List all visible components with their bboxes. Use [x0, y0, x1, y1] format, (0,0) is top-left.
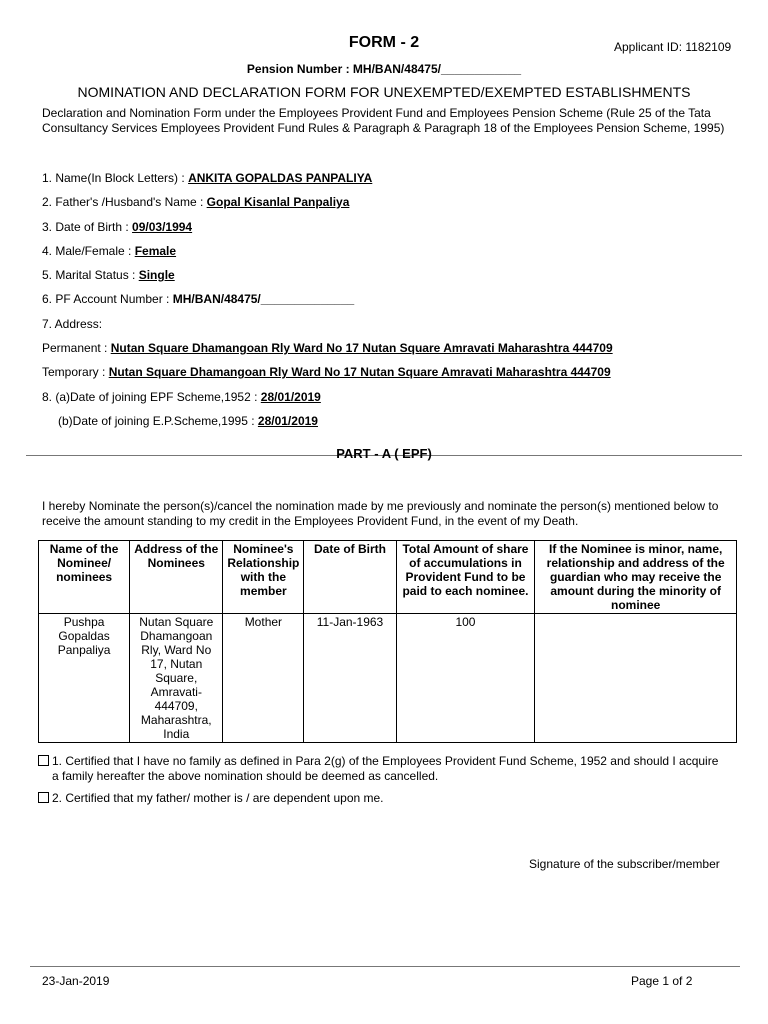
signature-label: Signature of the subscriber/member — [529, 857, 720, 871]
epf-joining-field — [42, 390, 321, 404]
temporary-address-label: Temporary : — [42, 365, 109, 379]
pf-account-label: 6. PF Account Number : — [42, 292, 173, 306]
cell-guardian — [535, 614, 737, 743]
certification-1-checkbox[interactable] — [38, 755, 49, 766]
part-a-paragraph: I hereby Nominate the person(s)/cancel the nomination made by me previously and nominate the person(s) mentioned below to receive the amount standing to my credit in the Employees Provident Fund, in the event of my Death. — [42, 499, 719, 528]
cell-nominee-name: Pushpa Gopaldas Panpaliya — [39, 614, 130, 743]
cell-date-of-birth: 11-Jan-1963 — [304, 614, 396, 743]
epf-joining-label: 8. (a)Date of joining EPF Scheme,1952 : — [42, 390, 261, 404]
pf-account-value: MH/BAN/48475/______________ — [172, 292, 355, 306]
column-header-relationship: Nominee's Relationship with the member — [223, 541, 304, 614]
part-a-title: PART - A ( EPF) — [336, 446, 432, 461]
column-header-date-of-birth: Date of Birth — [304, 541, 396, 614]
gender-label: 4. Male/Female : — [42, 244, 135, 258]
gender-field — [42, 244, 176, 258]
father-name-value: Gopal Kisanlal Panpaliya — [206, 195, 350, 209]
dob-field — [42, 220, 192, 234]
form-intro: Declaration and Nomination Form under the Employees Provident Fund and Employees Pension Scheme (Rule 25 of the Tata Consultancy Services Employees Provident Fund Rules & Paragraph & Paragraph 18 of the Employees Pension Scheme, 1995) — [42, 106, 725, 135]
column-header-nominee-name: Name of the Nominee/ nominees — [39, 541, 130, 614]
marital-status-field — [42, 268, 175, 282]
eps-joining-label: (b)Date of joining E.P.Scheme,1995 : — [58, 414, 258, 428]
gender-value: Female — [134, 244, 177, 258]
permanent-address-value: Nutan Square Dhamangoan Rly Ward No 17 Nutan Square Amravati Maharashtra 444709 — [110, 341, 613, 355]
nominee-table — [38, 540, 737, 743]
dob-label: 3. Date of Birth : — [42, 220, 133, 234]
pf-account-field — [42, 292, 354, 306]
name-field — [42, 171, 372, 185]
footer-page-number: Page 1 of 2 — [631, 974, 693, 988]
column-header-share-amount: Total Amount of share of accumulations in Provident Fund to be paid to each nominee. — [396, 541, 535, 614]
name-label: 1. Name(In Block Letters) : — [42, 171, 189, 185]
certification-2 — [38, 791, 738, 806]
footer-divider — [30, 966, 740, 967]
marital-status-value: Single — [138, 268, 175, 282]
dob-value: 09/03/1994 — [132, 220, 193, 234]
cell-nominee-address: Nutan Square Dhamangoan Rly, Ward No 17, Nutan Square, Amravati-444709, Maharashtra, India — [130, 614, 223, 743]
certification-1-text: 1. Certified that I have no family as defined in Para 2(g) of the Employees Provident Fund Scheme, 1952 and should I acquire a family hereafter the above nomination should be deemed as cancelled. — [52, 754, 719, 783]
permanent-address-label: Permanent : — [42, 341, 111, 355]
epf-joining-value: 28/01/2019 — [260, 390, 321, 404]
father-name-field — [42, 195, 349, 209]
permanent-address-field — [42, 341, 613, 355]
father-name-label: 2. Father's /Husband's Name : — [42, 195, 207, 209]
address-label: 7. Address: — [42, 317, 103, 331]
form-heading: NOMINATION AND DECLARATION FORM FOR UNEXEMPTED/EXEMPTED ESTABLISHMENTS — [77, 84, 691, 100]
eps-joining-value: 28/01/2019 — [257, 414, 318, 428]
footer-date: 23-Jan-2019 — [42, 974, 110, 988]
column-header-nominee-address: Address of the Nominees — [130, 541, 223, 614]
cell-relationship: Mother — [223, 614, 304, 743]
applicant-id: Applicant ID: 1182109 — [614, 40, 732, 54]
certification-2-text: 2. Certified that my father/ mother is / are dependent upon me. — [52, 791, 384, 805]
certification-2-checkbox[interactable] — [38, 792, 49, 803]
temporary-address-value: Nutan Square Dhamangoan Rly Ward No 17 Nutan Square Amravati Maharashtra 444709 — [108, 365, 611, 379]
form-title: FORM - 2 — [348, 34, 420, 51]
table-row — [39, 614, 737, 743]
column-header-guardian: If the Nominee is minor, name, relationship and address of the guardian who may receive the amount during the minority of nominee — [535, 541, 737, 614]
temporary-address-field — [42, 365, 611, 379]
cell-share-amount: 100 — [396, 614, 535, 743]
marital-status-label: 5. Marital Status : — [42, 268, 139, 282]
name-value: ANKITA GOPALDAS PANPALIYA — [188, 171, 373, 185]
certification-1 — [38, 754, 738, 784]
pension-number: Pension Number : MH/BAN/48475/____________ — [246, 62, 522, 76]
eps-joining-field — [58, 414, 318, 428]
table-header-row — [39, 541, 737, 614]
